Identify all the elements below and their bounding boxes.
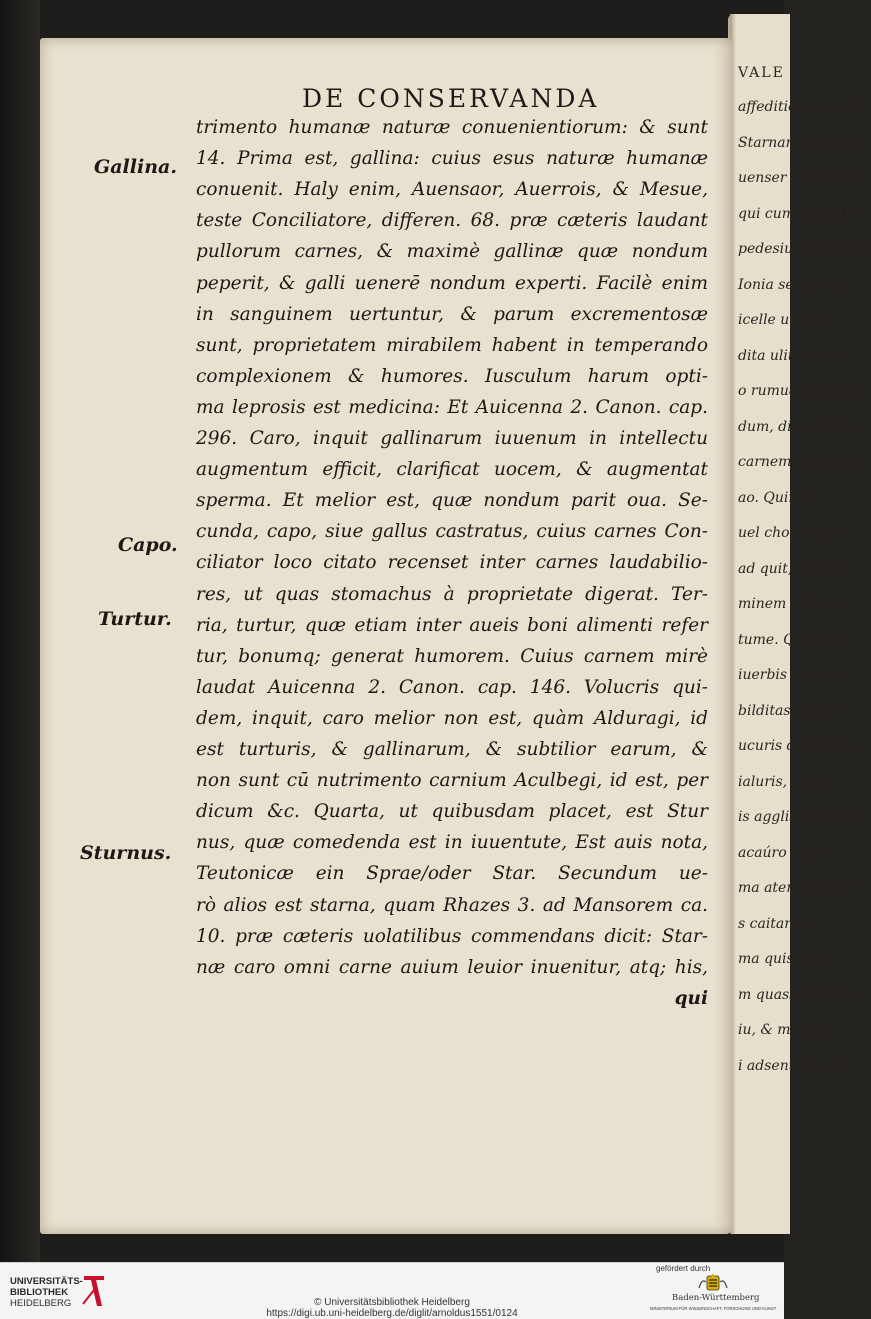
- text-line: nus, quæ comedenda est in iuuentute, Est auis nota,: [196, 832, 708, 854]
- facing-page-fragment: s caitande.: [738, 915, 815, 932]
- text-line: teste Conciliatore, differen. 68. præ cæteris laudant: [196, 210, 708, 232]
- text-line: 296. Caro, inquit gallinarum iuuenum in intellectu: [196, 428, 708, 449]
- copyright-block: [230, 1297, 554, 1319]
- library-logo[interactable]: [10, 1276, 83, 1309]
- facing-page-fragment: o rumua uenerem: [738, 383, 865, 399]
- facing-page-fragment: m quassubstanti: [738, 986, 855, 1003]
- facing-page-fragment: affeditiolame cust: [738, 99, 866, 115]
- facing-page-fragment: carnem constring: [738, 454, 864, 470]
- facing-page-fragment: acaúro colum: [738, 844, 835, 861]
- text-line: trimento humanæ naturæ conuenientiorum: & sunt: [196, 117, 708, 138]
- text-line: est turturis, & gallinarum, & subtilior earum, &: [196, 739, 708, 760]
- text-line: laudat Auicenna 2. Canon. cap. 146. Volucris qui-: [196, 676, 708, 698]
- facing-page-fragment: tume. Quare q: [738, 631, 841, 648]
- facing-page-fragment: ma quisculsf: [738, 951, 828, 967]
- facing-page-fragment: pedesius hanc diss: [738, 241, 871, 257]
- text-line: dem, inquit, caro melior non est, quàm Alduragi, id: [196, 707, 708, 729]
- book-edge-shadow: [0, 0, 40, 1262]
- library-name-line-3: HEIDELBERG: [10, 1298, 72, 1309]
- text-line: complexionem & humores. Iusculum harum opti-: [196, 365, 708, 387]
- text-line: 10. præ cæteris uolatilibus commendans dicit: Star-: [196, 925, 708, 947]
- facing-page-fragment: uenser cinerei co: [738, 170, 861, 186]
- facing-page-fragment: dum, diperdicili: [738, 418, 851, 435]
- facing-page-fragment: Starnarum quoq:: [738, 134, 860, 151]
- facing-page-fragment: iuerbis quàm q: [738, 667, 845, 683]
- text-line: augmentum efficit, clarificat uocem, & augmentat: [196, 459, 708, 481]
- text-line: in sanguinem uertuntur, & parum excrementosæ: [196, 303, 708, 325]
- facing-page-fragment: ao. Quinta,: [738, 489, 816, 506]
- sponsor-name: Baden-Württemberg: [672, 1293, 760, 1303]
- facing-page-fragment: VALE: [738, 65, 785, 81]
- marginal-note-capo: Capo.: [118, 534, 178, 556]
- facing-page-fragment: bilditas. Elesti: [738, 702, 840, 719]
- text-line: ma leprosis est medicina: Et Auicenna 2. Canon. cap.: [196, 396, 708, 418]
- text-line: qui: [674, 987, 708, 1009]
- ministry-name: MINISTERIUM FÜR WISSENSCHAFT, FORSCHUNG UND KUNST: [650, 1306, 777, 1311]
- state-crest-icon: [696, 1274, 730, 1292]
- facing-page-fragment: ad quit, uehem: [738, 560, 845, 577]
- marginal-note-turtur: Turtur.: [98, 608, 172, 630]
- copyright-text: © Universitätsbibliothek Heidelberg: [314, 1297, 470, 1308]
- text-line: dicum &c. Quarta, ut quibusdam placet, est Stur: [196, 801, 708, 823]
- text-line: 14. Prima est, gallina: cuius esus naturæ humanæ: [196, 148, 708, 170]
- facing-page-fragment: Ionia seu forma: [738, 276, 850, 293]
- facing-page-fragment: ma atem & sicci: [738, 880, 853, 896]
- sponsor-label: gefördert durch: [656, 1264, 711, 1273]
- library-name-line-2: BIBLIOTHEK: [10, 1287, 69, 1298]
- text-line: res, ut quas stomachus à proprietate digerat. Ter-: [196, 583, 708, 605]
- marginal-note-sturnus: Sturnus.: [80, 842, 172, 864]
- permalink[interactable]: https://digi.ub.uni-heidelberg.de/diglit/arnoldus1551/0124: [266, 1308, 518, 1319]
- facing-page-fragment: icelle uidetur,: [738, 312, 836, 328]
- facing-page-fragment: i adsentibus. S: [738, 1057, 843, 1074]
- text-line: peperit, & galli uenerē nondum experti. Facilè enim: [196, 272, 708, 294]
- text-line: Teutonicæ ein Sprae/oder Star. Secundum ue-: [196, 863, 708, 885]
- text-line: næ caro omni carne auium leuior inuenitur, atq; his,: [196, 956, 708, 978]
- facing-page-fragment: iu, & multum: [738, 1022, 832, 1038]
- text-line: tur, bonumq; generat humorem. Cuius carnem mirè: [196, 645, 708, 667]
- text-line: conuenit. Haly enim, Auensaor, Auerrois, & Mesue,: [196, 179, 708, 201]
- text-line: pullorum carnes, & maximè gallinæ quæ nondum: [196, 241, 708, 263]
- text-line: sperma. Et melior est, quæ nondum parit oua. Se-: [196, 490, 708, 512]
- library-emblem-icon: [80, 1270, 108, 1310]
- text-line: ciliator loco citato recenset inter carnes laudabilio-: [196, 552, 708, 574]
- text-line: rò alios est starna, quam Rhazes 3. ad Mansorem ca.: [196, 894, 708, 916]
- facing-page-fragment: minem inflamm: [738, 596, 849, 612]
- facing-page-fragment: dita uliter Sta: [738, 347, 837, 364]
- facing-page-fragment: uel cholerica, h: [738, 525, 848, 541]
- facing-page: [728, 14, 871, 1234]
- running-head: DE CONSERVANDA: [302, 84, 600, 113]
- facing-page-fragment: ucuris digestion: [738, 738, 853, 754]
- text-line: ria, turtur, quæ etiam inter aueis boni alimenti refer: [196, 614, 708, 636]
- text-line: cunda, capo, siue gallus castratus, cuius carnes Con-: [196, 521, 708, 543]
- library-name-line-1: UNIVERSITÄTS-: [10, 1276, 83, 1287]
- text-line: non sunt cū nutrimento carnium Aculbegi, id est, per: [196, 770, 708, 792]
- facing-page-fragment: is agglis generant: [738, 809, 866, 825]
- marginal-note-gallina: Gallina.: [94, 156, 177, 178]
- facing-page-fragment: qui cum uiuentis: [738, 205, 857, 222]
- facing-page-fragment: ialuris, calidi: [738, 773, 831, 790]
- text-line: sunt, proprietatem mirabilem habent in temperando: [196, 334, 708, 356]
